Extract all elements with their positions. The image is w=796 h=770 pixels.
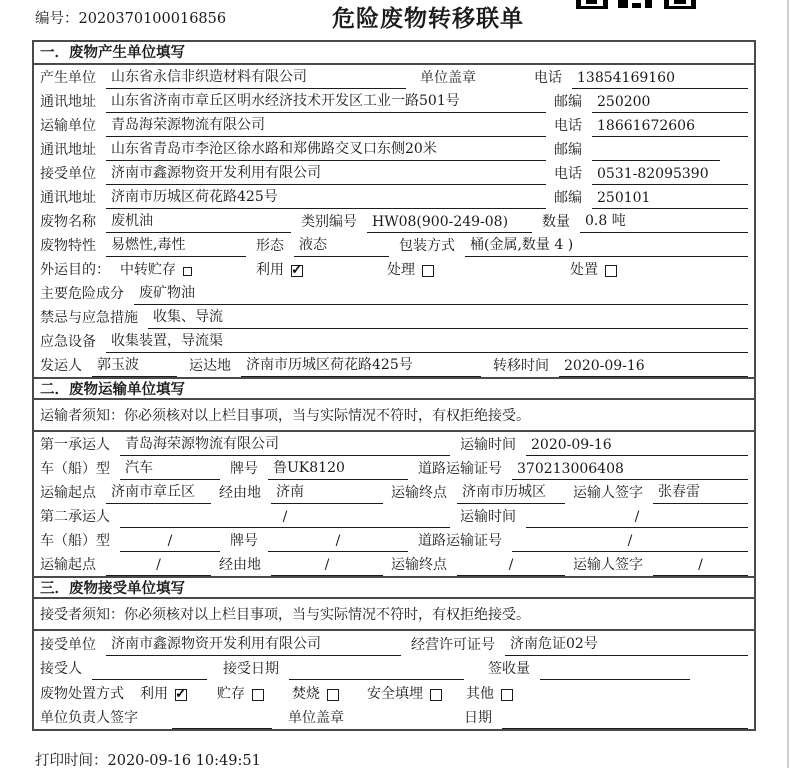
producer-label: 产生单位	[40, 70, 96, 86]
date-label: 日期	[464, 710, 492, 727]
serial-value: 2020370100016856	[78, 11, 227, 27]
via2-value: /	[271, 557, 383, 576]
receipt-qty-label: 签收量	[488, 661, 530, 678]
hazard-value: 废矿物油	[134, 282, 748, 305]
phone1-label: 电话	[534, 70, 562, 86]
zip1-value: 250200	[592, 94, 748, 113]
row-producer-address	[34, 89, 754, 113]
license2-label: 道路运输证号	[418, 533, 502, 549]
section3-header: 三．废物接受单位填写	[34, 576, 754, 599]
receive-unit-label: 接受单位	[40, 636, 96, 653]
addr1-value: 山东省济南市章丘区明水经济技术开发区工业一路501号	[106, 90, 546, 113]
disposal-landfill-label: 安全填埋	[367, 685, 423, 702]
license1-value: 370213006408	[512, 461, 748, 480]
producer-value: 山东省永信非织造材料有限公司	[106, 66, 406, 89]
head-sign-value	[172, 711, 272, 729]
start1-label: 运输起点	[40, 485, 96, 501]
row-vehicle-2	[34, 528, 754, 552]
plate2-label: 牌号	[230, 533, 258, 549]
serial-label: 编号：	[35, 11, 79, 27]
option-transfer-storage-label: 中转贮存	[120, 262, 176, 278]
taboo-label: 禁忌与应急措施	[40, 310, 138, 326]
row-acceptor	[34, 656, 754, 681]
row-vehicle-1	[34, 456, 754, 480]
phone3-label: 电话	[554, 166, 582, 182]
shipper-label: 发运人	[40, 358, 82, 374]
sign1-label: 运输人签字	[573, 485, 643, 501]
time2-label: 运输时间	[460, 509, 516, 525]
time1-label: 运输时间	[460, 437, 516, 453]
sign1-value: 张春雷	[653, 481, 748, 504]
row-receive-unit	[34, 631, 754, 656]
phone1-value: 13854169160	[572, 70, 748, 89]
via1-label: 经由地	[219, 485, 261, 501]
receipt-qty-value	[540, 662, 690, 680]
end2-label: 运输终点	[391, 557, 447, 573]
disposal-burn-checkbox	[327, 689, 339, 701]
zip3-value: 250101	[592, 190, 748, 209]
time1-value: 2020-09-16	[526, 437, 748, 456]
plate2-value: /	[268, 533, 408, 552]
packing-value: 桶(金属,数量 4 )	[465, 234, 748, 257]
page-title: 危险废物转移联单	[332, 6, 524, 32]
row-route-2	[34, 552, 754, 576]
section2-header: 二．废物运输单位填写	[34, 377, 754, 400]
zip2-value	[592, 143, 720, 161]
acceptor-label: 接受人	[40, 661, 82, 678]
taboo-value: 收集、导流	[148, 306, 748, 329]
receiver-value: 济南市鑫源物资开发利用有限公司	[106, 162, 546, 185]
packing-label: 包装方式	[399, 238, 455, 254]
receiver-notice: 接受者须知：你必须核对以上栏目事项，当与实际情况不符时，有权拒绝接受。	[34, 599, 754, 631]
option-treat-label: 处理	[387, 262, 415, 278]
qr-code-fragment-icon	[576, 0, 702, 9]
disposal-burn-label: 焚烧	[292, 685, 320, 702]
carrier1-value: 青岛海荣源物流有限公司	[120, 433, 450, 456]
disposal-store-label: 贮存	[217, 685, 245, 702]
print-time-value: 2020-09-16 10:49:51	[107, 753, 261, 769]
start2-value: /	[106, 557, 211, 576]
shipper-value: 郭玉波	[92, 354, 177, 377]
category-label: 类别编号	[301, 214, 357, 230]
disposal-store-checkbox	[252, 689, 264, 701]
quantity-label: 数量	[542, 214, 570, 230]
transporter-value: 青岛海荣源物流有限公司	[106, 114, 546, 137]
phone2-value: 18661672606	[592, 118, 748, 137]
row-transport-purpose	[34, 257, 754, 281]
section-producer	[34, 42, 754, 377]
vehicle1-value: 汽车	[120, 457, 220, 480]
transfer-date-value: 2020-09-16	[559, 358, 748, 377]
transfer-storage-checkbox	[183, 267, 192, 276]
addr1-label: 通讯地址	[40, 94, 96, 110]
row-disposal-method	[34, 680, 754, 705]
transporter-notice: 运输者须知：你必须核对以上栏目事项，当与实际情况不符时，有权拒绝接受。	[34, 400, 754, 432]
dest-value: 济南市历城区荷花路425号	[241, 354, 481, 377]
start2-label: 运输起点	[40, 557, 96, 573]
form-value: 液态	[294, 234, 389, 257]
category-value: HW08(900-249-08)	[367, 214, 532, 233]
row-waste-traits	[34, 233, 754, 257]
addr3-value: 济南市历城区荷花路425号	[106, 186, 546, 209]
head-sign-label: 单位负责人签字	[40, 710, 138, 727]
row-producer	[34, 65, 754, 89]
row-waste-name	[34, 209, 754, 233]
vehicle2-label: 车（船）型	[40, 533, 110, 549]
waste-name-value: 废机油	[106, 210, 291, 233]
plate1-value: 鲁UK8120	[268, 457, 408, 480]
row-second-carrier	[34, 504, 754, 528]
acceptor-value	[92, 662, 207, 680]
page-edge-divider	[787, 0, 789, 768]
row-first-carrier	[34, 432, 754, 456]
option-use-label: 利用	[256, 262, 284, 278]
section1-header: 一．废物产生单位填写	[34, 42, 754, 65]
option-dispose-label: 处置	[570, 262, 598, 278]
start1-value: 济南市章丘区	[106, 481, 211, 504]
row-taboo-measures	[34, 305, 754, 329]
phone3-value: 0531-82095390	[592, 166, 748, 185]
quantity-value: 0.8 吨	[580, 210, 748, 233]
disposal-other-label: 其他	[466, 685, 494, 702]
carrier1-label: 第一承运人	[40, 437, 110, 453]
traits-value: 易燃性,毒性	[106, 234, 246, 257]
unit-stamp2-label: 单位盖章	[288, 710, 344, 727]
waste-name-label: 废物名称	[40, 214, 96, 230]
traits-label: 废物特性	[40, 238, 96, 254]
time2-value: /	[526, 509, 748, 528]
equip-value: 收集装置，导流渠	[106, 330, 748, 353]
disposal-label: 废物处置方式	[40, 685, 124, 702]
row-shipper	[34, 353, 754, 377]
permit-label: 经营许可证号	[411, 636, 495, 653]
print-time	[35, 749, 261, 770]
receiver-label: 接受单位	[40, 166, 96, 182]
addr3-label: 通讯地址	[40, 190, 96, 206]
equip-label: 应急设备	[40, 334, 96, 350]
transfer-form-table	[32, 40, 756, 731]
form-label: 形态	[256, 238, 284, 254]
row-receiver-address	[34, 185, 754, 209]
row-receiver	[34, 161, 754, 185]
row-route-1	[34, 480, 754, 504]
vehicle1-label: 车（船）型	[40, 461, 110, 477]
section-transporter	[34, 377, 754, 576]
date-value	[502, 711, 748, 729]
zip2-label: 邮编	[554, 142, 582, 158]
via2-label: 经由地	[219, 557, 261, 573]
transporter-label: 运输单位	[40, 118, 96, 134]
row-emergency-equipment	[34, 329, 754, 353]
end2-value: /	[457, 557, 565, 576]
accept-date-value	[289, 662, 464, 680]
license2-value: /	[512, 533, 748, 552]
disposal-other-checkbox	[501, 689, 513, 701]
row-transporter-address	[34, 137, 754, 161]
zip1-label: 邮编	[554, 94, 582, 110]
accept-date-label: 接受日期	[223, 661, 279, 678]
phone2-label: 电话	[554, 118, 582, 134]
sign2-value: /	[653, 557, 748, 576]
license1-label: 道路运输证号	[418, 461, 502, 477]
hazard-label: 主要危险成分	[40, 286, 124, 302]
permit-value: 济南危证02号	[505, 633, 748, 656]
row-head-signature	[34, 705, 754, 730]
disposal-landfill-checkbox	[430, 689, 442, 701]
row-transporter	[34, 113, 754, 137]
dispose-checkbox	[605, 265, 617, 277]
use-checkbox	[291, 265, 303, 277]
end1-value: 济南市历城区	[457, 481, 565, 504]
zip3-label: 邮编	[554, 190, 582, 206]
print-time-label: 打印时间：	[35, 753, 108, 769]
plate1-label: 牌号	[230, 461, 258, 477]
via1-value: 济南	[271, 481, 383, 504]
row-hazard-component	[34, 281, 754, 305]
vehicle2-value: /	[120, 533, 220, 552]
carrier2-value: /	[120, 509, 450, 528]
transfer-date-label: 转移时间	[493, 358, 549, 374]
dest-label: 运达地	[189, 358, 231, 374]
carrier2-label: 第二承运人	[40, 509, 110, 525]
sign2-label: 运输人签字	[573, 557, 643, 573]
disposal-use-checkbox	[175, 689, 187, 701]
purpose-label: 外运目的：	[40, 262, 110, 278]
unit-stamp-label: 单位盖章	[420, 70, 476, 86]
disposal-use-label: 利用	[140, 685, 168, 702]
receive-unit-value: 济南市鑫源物资开发利用有限公司	[106, 633, 401, 656]
addr2-value: 山东省青岛市李沧区徐水路和郑佛路交叉口东侧20米	[106, 138, 546, 161]
section-receiver	[34, 576, 754, 729]
end1-label: 运输终点	[391, 485, 447, 501]
serial-number	[35, 7, 226, 28]
treat-checkbox	[422, 265, 434, 277]
addr2-label: 通讯地址	[40, 142, 96, 158]
